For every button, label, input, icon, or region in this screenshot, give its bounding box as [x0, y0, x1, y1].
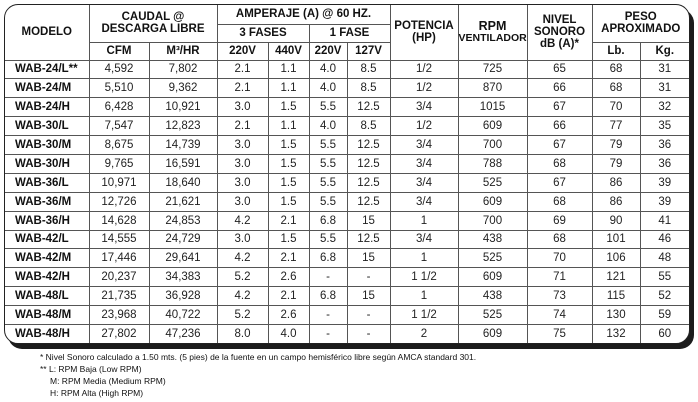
- cell-rpm: 438: [458, 230, 527, 249]
- specifications-table: [5, 5, 689, 343]
- cell-220v-1f: 5.5: [309, 230, 347, 249]
- header-rpm-line2: VENTILADOR: [458, 32, 527, 45]
- header-caudal: [89, 5, 217, 42]
- cell-modelo: WAB-42/M: [5, 249, 89, 268]
- cell-nivel-sonoro: 68: [527, 192, 592, 211]
- table-row: [5, 117, 689, 136]
- header-220v-3f: 220V: [217, 42, 268, 60]
- cell-220v-1f: -: [309, 268, 347, 287]
- table-row: [5, 98, 689, 117]
- cell-440v-3f: 2.6: [268, 268, 309, 287]
- cell-220v-3f: 5.2: [217, 268, 268, 287]
- cell-peso-lb: 90: [592, 211, 640, 230]
- cell-peso-kg: 31: [640, 79, 689, 98]
- header-lb: Lb.: [592, 42, 640, 60]
- cell-potencia: 3/4: [390, 192, 458, 211]
- header-1-fase: 1 FASE: [309, 24, 390, 42]
- cell-potencia: 1 1/2: [390, 268, 458, 287]
- header-amperaje: AMPERAJE (A) @ 60 HZ.: [217, 5, 390, 24]
- cell-220v-1f: 5.5: [309, 173, 347, 192]
- table-row: [5, 268, 689, 287]
- cell-nivel-sonoro: 67: [527, 98, 592, 117]
- cell-potencia: 1: [390, 249, 458, 268]
- cell-peso-kg: 46: [640, 230, 689, 249]
- header-440v-3f: 440V: [268, 42, 309, 60]
- cell-440v-3f: 4.0: [268, 324, 309, 343]
- cell-peso-kg: 55: [640, 268, 689, 287]
- cell-220v-1f: 6.8: [309, 287, 347, 306]
- header-modelo: MODELO: [5, 5, 89, 60]
- cell-220v-3f: 8.0: [217, 324, 268, 343]
- cell-127v-1f: 12.5: [347, 230, 390, 249]
- cell-220v-3f: 4.2: [217, 211, 268, 230]
- cell-nivel-sonoro: 67: [527, 136, 592, 155]
- cell-m3hr: 12,823: [149, 117, 217, 136]
- cell-peso-kg: 36: [640, 154, 689, 173]
- cell-modelo: WAB-48/H: [5, 324, 89, 343]
- cell-potencia: 1/2: [390, 79, 458, 98]
- cell-peso-kg: 41: [640, 211, 689, 230]
- cell-220v-1f: 4.0: [309, 79, 347, 98]
- table-row: [5, 287, 689, 306]
- header-nivel-sonoro: [527, 5, 592, 60]
- cell-m3hr: 40,722: [149, 306, 217, 325]
- table-row: [5, 230, 689, 249]
- cell-m3hr: 10,921: [149, 98, 217, 117]
- cell-127v-1f: 12.5: [347, 136, 390, 155]
- footnotes: [40, 351, 476, 399]
- header-peso-line1: PESO: [624, 11, 657, 24]
- spec-table-frame: [4, 4, 690, 344]
- footnote-rpm-high: H: RPM Alta (High RPM): [50, 388, 144, 398]
- cell-m3hr: 36,928: [149, 287, 217, 306]
- cell-potencia: 2: [390, 324, 458, 343]
- header-rpm-line1: RPM: [478, 19, 507, 34]
- footnote-rpm-low: ** L: RPM Baja (Low RPM): [40, 364, 142, 374]
- header-nivel-line1: NIVEL: [542, 14, 577, 27]
- cell-nivel-sonoro: 67: [527, 173, 592, 192]
- cell-cfm: 5,510: [89, 79, 149, 98]
- cell-cfm: 20,237: [89, 268, 149, 287]
- cell-rpm: 788: [458, 154, 527, 173]
- cell-potencia: 3/4: [390, 173, 458, 192]
- table-row: [5, 173, 689, 192]
- cell-220v-3f: 2.1: [217, 60, 268, 79]
- cell-127v-1f: 8.5: [347, 117, 390, 136]
- table-body: [5, 60, 689, 343]
- cell-modelo: WAB-36/M: [5, 192, 89, 211]
- cell-peso-lb: 101: [592, 230, 640, 249]
- header-rpm: [458, 5, 527, 60]
- cell-potencia: 1/2: [390, 60, 458, 79]
- cell-220v-3f: 4.2: [217, 249, 268, 268]
- cell-m3hr: 47,236: [149, 324, 217, 343]
- cell-220v-3f: 5.2: [217, 306, 268, 325]
- cell-rpm: 609: [458, 192, 527, 211]
- cell-cfm: 14,628: [89, 211, 149, 230]
- cell-m3hr: 24,853: [149, 211, 217, 230]
- cell-m3hr: 16,591: [149, 154, 217, 173]
- cell-cfm: 9,765: [89, 154, 149, 173]
- cell-modelo: WAB-30/H: [5, 154, 89, 173]
- header-m3hr: M³/HR: [149, 42, 217, 60]
- header-cfm: CFM: [89, 42, 149, 60]
- cell-440v-3f: 2.1: [268, 287, 309, 306]
- cell-peso-kg: 39: [640, 192, 689, 211]
- cell-nivel-sonoro: 73: [527, 287, 592, 306]
- cell-cfm: 8,675: [89, 136, 149, 155]
- cell-modelo: WAB-48/M: [5, 306, 89, 325]
- cell-127v-1f: 8.5: [347, 79, 390, 98]
- header-potencia: [390, 5, 458, 60]
- cell-m3hr: 18,640: [149, 173, 217, 192]
- cell-220v-3f: 3.0: [217, 173, 268, 192]
- cell-peso-kg: 60: [640, 324, 689, 343]
- cell-127v-1f: -: [347, 306, 390, 325]
- table-row: [5, 306, 689, 325]
- header-caudal-line1: CAUDAL @: [121, 11, 185, 24]
- cell-cfm: 7,547: [89, 117, 149, 136]
- cell-peso-lb: 79: [592, 154, 640, 173]
- cell-cfm: 4,592: [89, 60, 149, 79]
- cell-220v-1f: -: [309, 324, 347, 343]
- cell-m3hr: 9,362: [149, 79, 217, 98]
- cell-nivel-sonoro: 71: [527, 268, 592, 287]
- cell-220v-3f: 4.2: [217, 287, 268, 306]
- cell-nivel-sonoro: 70: [527, 249, 592, 268]
- cell-440v-3f: 1.5: [268, 230, 309, 249]
- table-row: [5, 60, 689, 79]
- header-potencia-line1: POTENCIA: [394, 20, 454, 33]
- cell-220v-3f: 2.1: [217, 117, 268, 136]
- cell-peso-lb: 121: [592, 268, 640, 287]
- cell-220v-3f: 2.1: [217, 79, 268, 98]
- cell-cfm: 6,428: [89, 98, 149, 117]
- cell-cfm: 27,802: [89, 324, 149, 343]
- cell-modelo: WAB-30/M: [5, 136, 89, 155]
- cell-rpm: 438: [458, 287, 527, 306]
- cell-peso-lb: 70: [592, 98, 640, 117]
- cell-220v-1f: 4.0: [309, 60, 347, 79]
- footnote-sound-level: * Nivel Sonoro calculado a 1.50 mts. (5 pies) de la fuente en un campo hemisférico libre según AMCA standard 301.: [40, 352, 477, 362]
- cell-220v-1f: 5.5: [309, 136, 347, 155]
- cell-m3hr: 21,621: [149, 192, 217, 211]
- cell-cfm: 21,735: [89, 287, 149, 306]
- cell-440v-3f: 2.1: [268, 249, 309, 268]
- cell-peso-lb: 106: [592, 249, 640, 268]
- cell-peso-lb: 115: [592, 287, 640, 306]
- cell-rpm: 700: [458, 211, 527, 230]
- cell-rpm: 525: [458, 249, 527, 268]
- cell-peso-kg: 31: [640, 60, 689, 79]
- cell-rpm: 525: [458, 173, 527, 192]
- cell-127v-1f: -: [347, 268, 390, 287]
- cell-220v-1f: 5.5: [309, 154, 347, 173]
- table-row: [5, 249, 689, 268]
- header-potencia-line2: (HP): [412, 32, 436, 45]
- cell-220v-3f: 3.0: [217, 98, 268, 117]
- cell-rpm: 609: [458, 268, 527, 287]
- header-caudal-line2: DESCARGA LIBRE: [101, 23, 205, 36]
- cell-127v-1f: 15: [347, 287, 390, 306]
- cell-nivel-sonoro: 74: [527, 306, 592, 325]
- cell-127v-1f: -: [347, 324, 390, 343]
- cell-peso-kg: 35: [640, 117, 689, 136]
- cell-m3hr: 34,383: [149, 268, 217, 287]
- cell-modelo: WAB-36/H: [5, 211, 89, 230]
- table-row: [5, 154, 689, 173]
- table-row: [5, 79, 689, 98]
- cell-potencia: 1: [390, 211, 458, 230]
- footnote-rpm-medium: M: RPM Media (Medium RPM): [50, 376, 166, 386]
- cell-rpm: 700: [458, 136, 527, 155]
- cell-cfm: 23,968: [89, 306, 149, 325]
- cell-potencia: 1 1/2: [390, 306, 458, 325]
- cell-127v-1f: 12.5: [347, 173, 390, 192]
- cell-220v-3f: 3.0: [217, 192, 268, 211]
- cell-nivel-sonoro: 69: [527, 211, 592, 230]
- cell-peso-kg: 39: [640, 173, 689, 192]
- header-3-fases: 3 FASES: [217, 24, 309, 42]
- cell-cfm: 10,971: [89, 173, 149, 192]
- cell-peso-lb: 86: [592, 192, 640, 211]
- cell-220v-1f: 5.5: [309, 98, 347, 117]
- cell-220v-3f: 3.0: [217, 154, 268, 173]
- cell-220v-3f: 3.0: [217, 136, 268, 155]
- header-nivel-line3: dB (A)*: [540, 38, 579, 51]
- header-peso-line2: APROXIMADO: [601, 23, 681, 36]
- cell-peso-kg: 36: [640, 136, 689, 155]
- cell-rpm: 609: [458, 117, 527, 136]
- cell-440v-3f: 1.1: [268, 79, 309, 98]
- cell-modelo: WAB-48/L: [5, 287, 89, 306]
- cell-peso-kg: 32: [640, 98, 689, 117]
- cell-peso-lb: 68: [592, 60, 640, 79]
- cell-modelo: WAB-36/L: [5, 173, 89, 192]
- cell-cfm: 12,726: [89, 192, 149, 211]
- cell-potencia: 1/2: [390, 117, 458, 136]
- header-kg: Kg.: [640, 42, 689, 60]
- table-row: [5, 324, 689, 343]
- cell-potencia: 3/4: [390, 136, 458, 155]
- cell-modelo: WAB-42/H: [5, 268, 89, 287]
- header-nivel-line2: SONORO: [533, 26, 586, 39]
- cell-rpm: 525: [458, 306, 527, 325]
- cell-cfm: 17,446: [89, 249, 149, 268]
- cell-127v-1f: 12.5: [347, 154, 390, 173]
- cell-modelo: WAB-24/L**: [5, 60, 89, 79]
- cell-440v-3f: 1.1: [268, 60, 309, 79]
- header-peso: [592, 5, 689, 42]
- cell-220v-1f: 4.0: [309, 117, 347, 136]
- cell-potencia: 3/4: [390, 98, 458, 117]
- cell-rpm: 1015: [458, 98, 527, 117]
- cell-peso-lb: 68: [592, 79, 640, 98]
- cell-nivel-sonoro: 66: [527, 117, 592, 136]
- cell-220v-3f: 3.0: [217, 230, 268, 249]
- cell-nivel-sonoro: 68: [527, 154, 592, 173]
- cell-potencia: 3/4: [390, 154, 458, 173]
- cell-peso-lb: 86: [592, 173, 640, 192]
- header-220v-1f: 220V: [309, 42, 347, 60]
- cell-rpm: 870: [458, 79, 527, 98]
- cell-peso-kg: 52: [640, 287, 689, 306]
- cell-220v-1f: -: [309, 306, 347, 325]
- cell-nivel-sonoro: 66: [527, 79, 592, 98]
- cell-modelo: WAB-24/H: [5, 98, 89, 117]
- cell-440v-3f: 2.1: [268, 211, 309, 230]
- cell-nivel-sonoro: 75: [527, 324, 592, 343]
- cell-potencia: 3/4: [390, 230, 458, 249]
- cell-220v-1f: 5.5: [309, 192, 347, 211]
- cell-nivel-sonoro: 65: [527, 60, 592, 79]
- cell-m3hr: 24,729: [149, 230, 217, 249]
- cell-220v-1f: 6.8: [309, 211, 347, 230]
- cell-m3hr: 14,739: [149, 136, 217, 155]
- cell-peso-lb: 79: [592, 136, 640, 155]
- cell-rpm: 725: [458, 60, 527, 79]
- cell-nivel-sonoro: 68: [527, 230, 592, 249]
- cell-127v-1f: 12.5: [347, 192, 390, 211]
- cell-modelo: WAB-30/L: [5, 117, 89, 136]
- cell-220v-1f: 6.8: [309, 249, 347, 268]
- table-row: [5, 211, 689, 230]
- cell-peso-lb: 77: [592, 117, 640, 136]
- cell-peso-kg: 59: [640, 306, 689, 325]
- cell-127v-1f: 15: [347, 249, 390, 268]
- cell-440v-3f: 1.1: [268, 117, 309, 136]
- cell-m3hr: 7,802: [149, 60, 217, 79]
- cell-127v-1f: 8.5: [347, 60, 390, 79]
- cell-peso-lb: 130: [592, 306, 640, 325]
- cell-440v-3f: 1.5: [268, 173, 309, 192]
- cell-440v-3f: 1.5: [268, 154, 309, 173]
- cell-peso-kg: 48: [640, 249, 689, 268]
- cell-rpm: 609: [458, 324, 527, 343]
- cell-127v-1f: 12.5: [347, 98, 390, 117]
- cell-peso-lb: 132: [592, 324, 640, 343]
- cell-modelo: WAB-24/M: [5, 79, 89, 98]
- table-row: [5, 136, 689, 155]
- cell-440v-3f: 1.5: [268, 98, 309, 117]
- cell-cfm: 14,555: [89, 230, 149, 249]
- cell-440v-3f: 1.5: [268, 192, 309, 211]
- header-127v-1f: 127V: [347, 42, 390, 60]
- cell-440v-3f: 1.5: [268, 136, 309, 155]
- cell-440v-3f: 2.6: [268, 306, 309, 325]
- cell-potencia: 1: [390, 287, 458, 306]
- cell-127v-1f: 15: [347, 211, 390, 230]
- cell-m3hr: 29,641: [149, 249, 217, 268]
- cell-modelo: WAB-42/L: [5, 230, 89, 249]
- table-row: [5, 192, 689, 211]
